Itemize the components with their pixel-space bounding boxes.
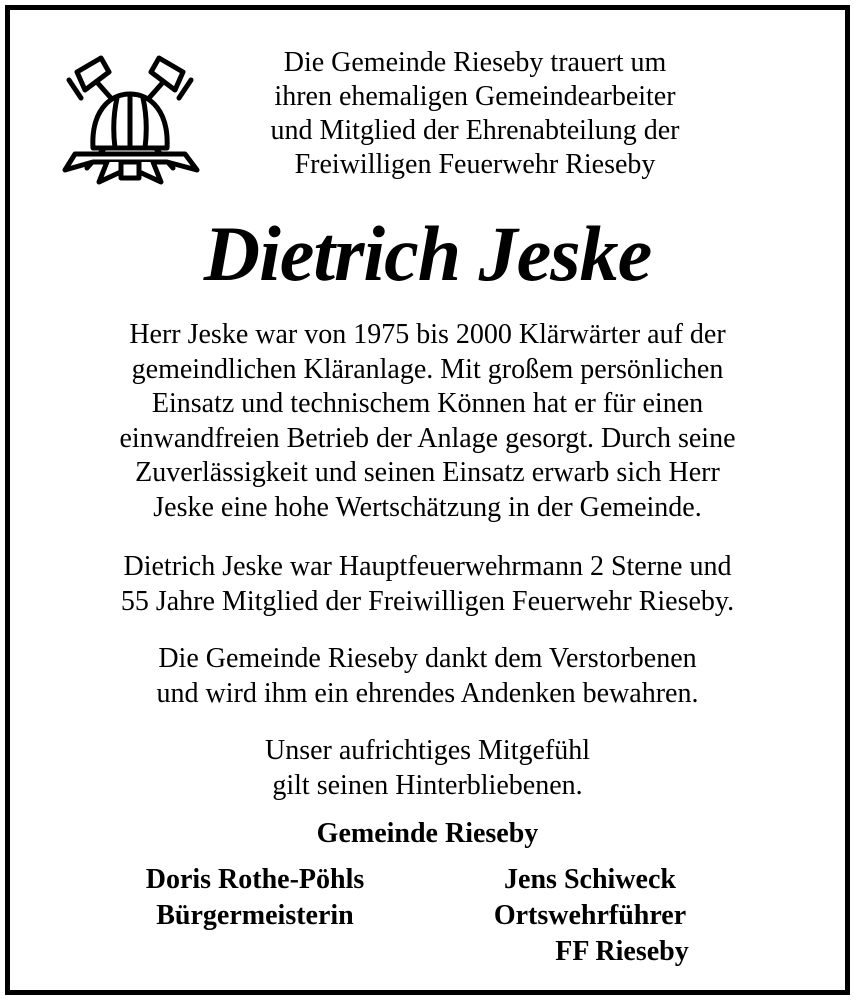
signature-name: Doris Rothe-Pöhls xyxy=(145,864,365,895)
paragraph-line: Unser aufrichtiges Mitgefühl xyxy=(264,735,591,766)
paragraph-line: Jeske eine hohe Wertschätzung in der Gemeinde. xyxy=(153,491,702,523)
gratitude-paragraph xyxy=(10,642,845,711)
signature-title: Bürgermeisterin xyxy=(156,900,354,931)
intro-line: Die Gemeinde Rieseby trauert um xyxy=(283,47,667,78)
paragraph-line: Zuverlässigkeit und seinen Einsatz erwarb sich Herr xyxy=(135,457,720,489)
paragraph-line: gilt seinen Hinterbliebenen. xyxy=(272,769,583,801)
signature-unit: FF Rieseby xyxy=(555,936,689,967)
paragraph-line: einwandfreien Betrieb der Anlage gesorgt. Durch seine xyxy=(119,422,736,454)
intro-text xyxy=(225,46,725,182)
paragraph-line: und wird ihm ein ehrendes Andenken bewahren. xyxy=(156,677,699,709)
paragraph-line: gemeindlichen Kläranlage. Mit großem persönlichen xyxy=(131,353,724,385)
paragraph-line: Einsatz und technischem Können hat er für einen xyxy=(151,388,704,420)
obituary-frame xyxy=(5,5,850,995)
signature-mayor xyxy=(105,862,405,934)
signature-fire-chief xyxy=(450,862,730,970)
paragraph-line: Herr Jeske war von 1975 bis 2000 Klärwärter auf der xyxy=(129,319,726,350)
fire-brigade-paragraph xyxy=(10,550,845,619)
signature-name: Jens Schiweck xyxy=(504,864,676,895)
intro-line: und Mitglied der Ehrenabteilung der xyxy=(270,115,680,146)
paragraph-line: 55 Jahre Mitglied der Freiwilligen Feuerwehr Rieseby. xyxy=(120,585,735,617)
biography-paragraph xyxy=(10,318,845,526)
signature-organization: Gemeinde Rieseby xyxy=(316,818,539,849)
fire-brigade-helmet-crossed-axes-icon xyxy=(55,50,205,190)
intro-line: Freiwilligen Feuerwehr Rieseby xyxy=(294,149,656,180)
signature-title: Ortswehrführer xyxy=(493,900,687,931)
paragraph-line: Die Gemeinde Rieseby dankt dem Verstorbenen xyxy=(158,643,697,674)
condolence-paragraph xyxy=(10,734,845,803)
intro-line: ihren ehemaligen Gemeindearbeiter xyxy=(274,81,676,112)
paragraph-line: Dietrich Jeske war Hauptfeuerwehrmann 2 Sterne und xyxy=(123,551,732,582)
deceased-name: Dietrich Jeske xyxy=(203,210,652,297)
